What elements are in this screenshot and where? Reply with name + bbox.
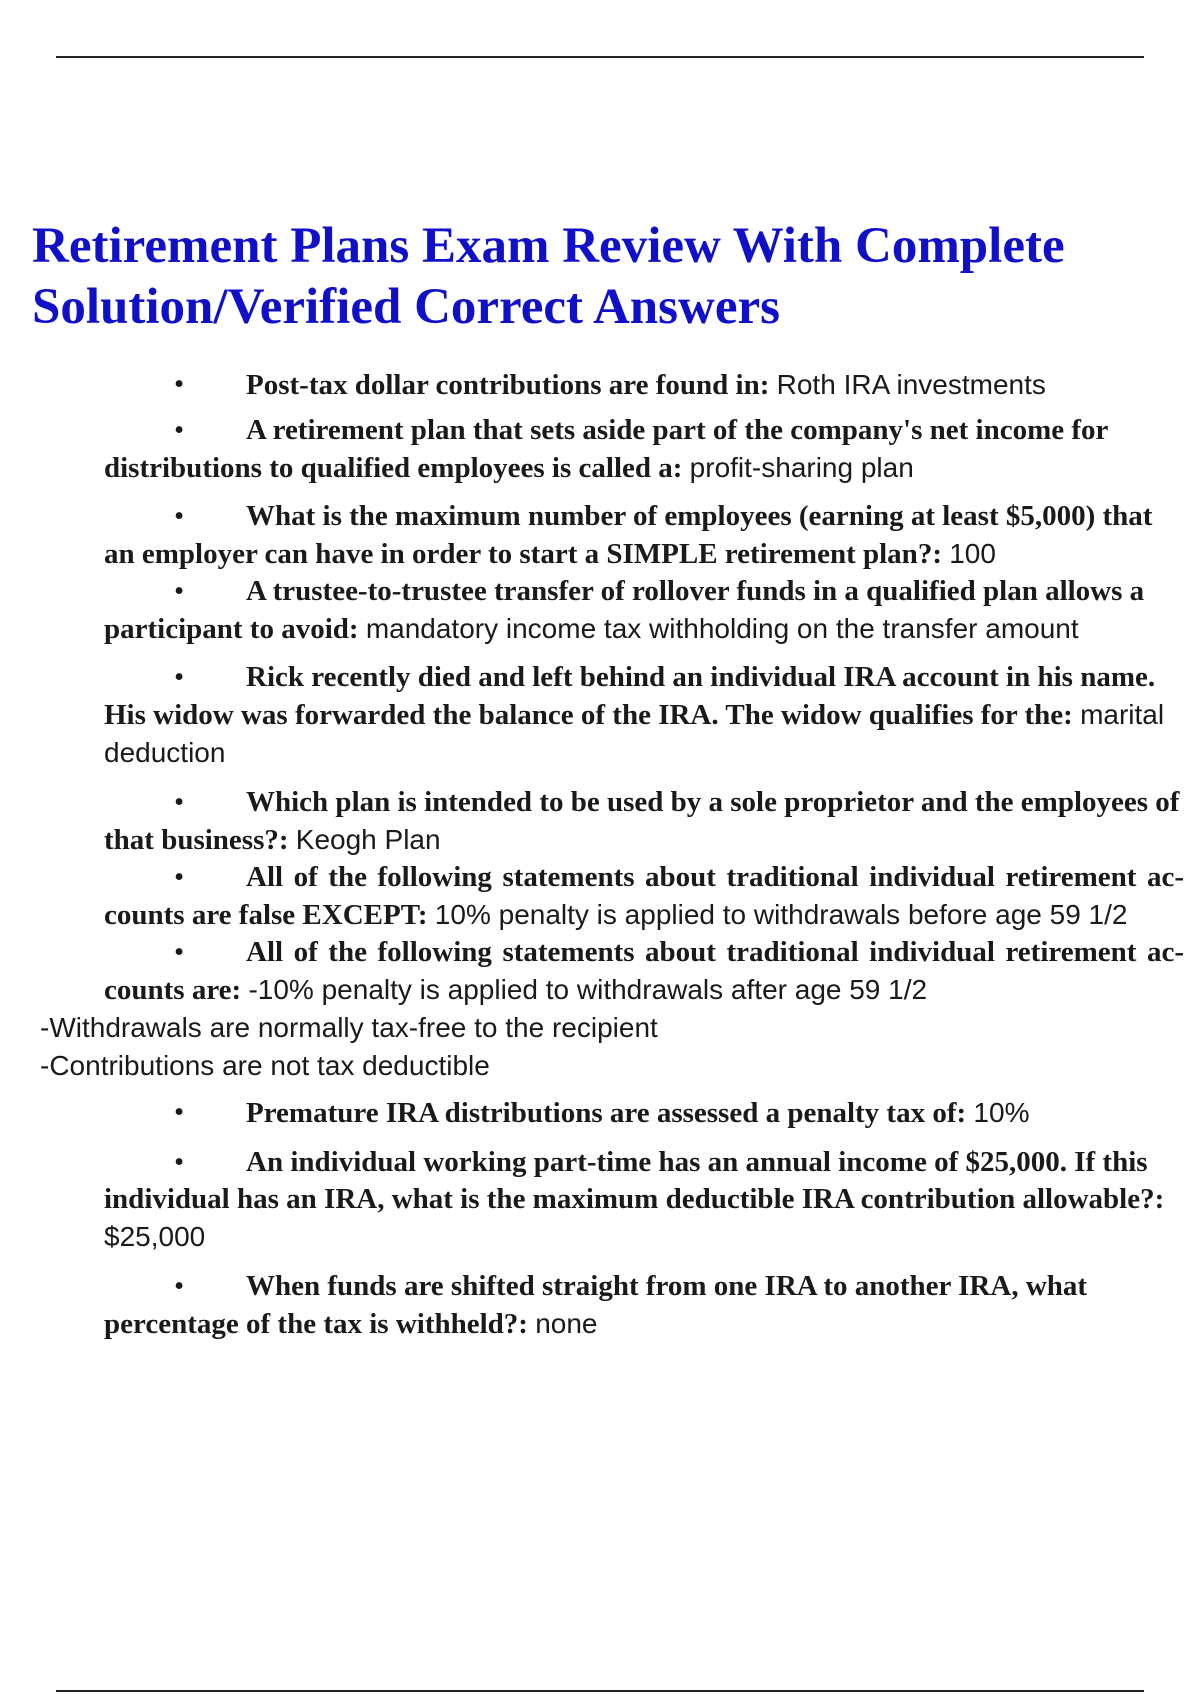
bullet-marker: • (174, 661, 185, 693)
qa-question: All of the following statements about traditional individual retirement ac- counts are: (104, 936, 1184, 1006)
qa-answer: -10% penalty is applied to withdrawals after age 59 1/2 (248, 974, 928, 1005)
qa-answer: Roth IRA investments (776, 369, 1046, 400)
qa-item (0, 498, 1184, 573)
qa-item (0, 934, 1184, 1085)
answer-line: -Withdrawals are normally tax-free to the recipient (40, 1012, 658, 1043)
qa-question: When funds are shifted straight from one IRA to another IRA, what percentage of the tax is withheld?: (104, 1270, 1088, 1340)
qa-question: A trustee-to-trustee transfer of rollover funds in a qualified plan allows a participant to avoid: (104, 575, 1145, 645)
bullet-marker: • (174, 368, 185, 400)
qa-question: Which plan is intended to be used by a sole proprietor and the employees of that business?: (104, 786, 1180, 856)
document-title: Retirement Plans Exam Review With Complete Solution/Verified Correct Answers (32, 218, 1065, 335)
qa-item (0, 412, 1184, 487)
qa-answer: 100 (949, 538, 996, 569)
bullet-marker: • (174, 575, 185, 607)
qa-item (0, 1144, 1184, 1256)
bullet-marker: • (174, 414, 185, 446)
qa-item (0, 1094, 1184, 1132)
qa-answer: marital deduction (104, 699, 1165, 768)
qa-answer: 10% penalty is applied to withdrawals before age 59 1/2 (434, 899, 1128, 930)
top-rule (56, 56, 1144, 58)
bottom-rule (56, 1690, 1144, 1692)
qa-answer: profit-sharing plan (689, 452, 914, 483)
bullet-marker: • (174, 500, 185, 532)
qa-answer: none (535, 1308, 598, 1339)
qa-question: What is the maximum number of employees (earning at least $5,000) that an employer can have in order to start a SIMPLE retirement plan?: (104, 500, 1153, 570)
qa-answer: mandatory income tax withholding on the transfer amount (365, 613, 1079, 644)
qa-answer: $25,000 (104, 1221, 206, 1252)
qa-question: Premature IRA distributions are assessed a penalty tax of: (246, 1097, 967, 1129)
bullet-marker: • (174, 786, 185, 818)
qa-question: An individual working part-time has an annual income of $25,000. If this individual has an IRA, what is the maximum deductible IRA contribution allowable?: (104, 1146, 1165, 1215)
qa-item (0, 784, 1184, 859)
bullet-marker: • (174, 1270, 185, 1302)
qa-answer: Keogh Plan (295, 824, 441, 855)
bullet-marker: • (174, 1146, 185, 1178)
qa-item (0, 859, 1184, 934)
qa-item (0, 1268, 1184, 1343)
qa-item (0, 659, 1184, 772)
qa-question: Rick recently died and left behind an individual IRA account in his name. His widow was forwarded the balance of the IRA. The widow qualifies for the: (104, 661, 1156, 731)
bullet-marker: • (174, 936, 185, 968)
bullet-marker: • (174, 861, 185, 893)
qa-item (0, 366, 1184, 404)
qa-question: All of the following statements about traditional individual retirement ac- counts are false EXCEPT: (104, 861, 1184, 931)
qa-question: Post-tax dollar contributions are found in: (246, 369, 770, 401)
qa-question: A retirement plan that sets aside part of the company's net income for distributions to qualified employees is called a: (104, 414, 1108, 484)
qa-list (0, 366, 1200, 1343)
bullet-marker: • (174, 1096, 185, 1128)
qa-answer: 10% (973, 1097, 1030, 1128)
answer-line: -Contributions are not tax deductible (40, 1050, 490, 1081)
qa-item (0, 573, 1184, 648)
